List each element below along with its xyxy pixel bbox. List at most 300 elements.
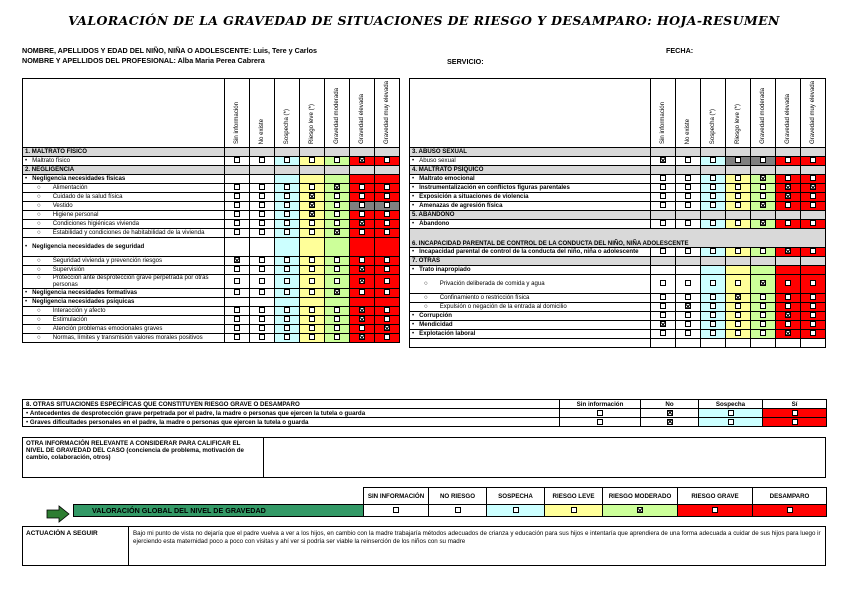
checkbox[interactable] xyxy=(760,330,766,336)
checkbox[interactable] xyxy=(760,321,766,327)
checkbox[interactable] xyxy=(660,280,666,286)
checkbox[interactable] xyxy=(760,294,766,300)
sub-item xyxy=(37,258,222,265)
checkbox[interactable] xyxy=(384,307,390,313)
checkbox[interactable] xyxy=(234,193,240,199)
table-row xyxy=(23,257,400,266)
column-header-label: Gravedad moderada xyxy=(332,88,340,144)
check-cell xyxy=(375,275,400,289)
checkbox[interactable] xyxy=(384,193,390,199)
checkbox[interactable] xyxy=(359,334,365,340)
checkbox[interactable] xyxy=(785,202,791,208)
check-cell xyxy=(701,193,726,202)
checkbox[interactable] xyxy=(735,312,741,318)
check-cell xyxy=(325,229,350,238)
check-cell xyxy=(300,257,325,266)
checkbox[interactable] xyxy=(284,157,290,163)
check-cell xyxy=(225,316,250,325)
check-cell xyxy=(275,275,300,289)
checkbox[interactable] xyxy=(309,257,315,263)
checkbox[interactable] xyxy=(359,202,365,208)
checkbox[interactable] xyxy=(710,330,716,336)
checkbox[interactable] xyxy=(259,266,265,272)
check-cell xyxy=(350,166,375,175)
checkbox[interactable] xyxy=(334,202,340,208)
checkbox[interactable] xyxy=(334,289,340,295)
checkbox[interactable] xyxy=(735,157,741,163)
checkbox[interactable] xyxy=(234,220,240,226)
checkbox[interactable] xyxy=(234,202,240,208)
checkbox[interactable] xyxy=(571,507,577,513)
checkbox[interactable] xyxy=(685,202,691,208)
checkbox[interactable] xyxy=(760,220,766,226)
row-label xyxy=(23,238,225,257)
checkbox[interactable] xyxy=(685,321,691,327)
table-row xyxy=(23,175,400,184)
checkbox[interactable] xyxy=(334,316,340,322)
checkbox[interactable] xyxy=(309,193,315,199)
checkbox[interactable] xyxy=(810,184,816,190)
checkbox[interactable] xyxy=(735,202,741,208)
checkbox[interactable] xyxy=(735,330,741,336)
checkbox[interactable] xyxy=(259,257,265,263)
checkbox[interactable] xyxy=(735,175,741,181)
checkbox[interactable] xyxy=(810,157,816,163)
bullet-icon: • xyxy=(412,265,415,273)
checkbox[interactable] xyxy=(284,257,290,263)
check-cell xyxy=(801,321,826,330)
checkbox[interactable] xyxy=(810,175,816,181)
check-cell xyxy=(678,505,753,517)
checkbox[interactable] xyxy=(810,248,816,254)
check-cell xyxy=(300,148,325,157)
bullet-item xyxy=(412,194,648,201)
checkbox[interactable] xyxy=(685,220,691,226)
check-cell xyxy=(275,289,300,298)
checkbox[interactable] xyxy=(597,410,603,416)
check-cell xyxy=(225,298,250,307)
checkbox[interactable] xyxy=(760,175,766,181)
checkbox[interactable] xyxy=(284,184,290,190)
check-cell xyxy=(801,211,826,220)
checkbox[interactable] xyxy=(259,193,265,199)
checkbox[interactable] xyxy=(234,257,240,263)
bullet-item xyxy=(25,299,222,306)
checkbox[interactable] xyxy=(660,294,666,300)
checkbox[interactable] xyxy=(309,316,315,322)
checkbox[interactable] xyxy=(234,334,240,340)
checkbox[interactable] xyxy=(760,248,766,254)
checkbox[interactable] xyxy=(384,220,390,226)
checkbox[interactable] xyxy=(785,312,791,318)
check-cell xyxy=(676,330,701,339)
checkbox[interactable] xyxy=(359,307,365,313)
checkbox[interactable] xyxy=(284,229,290,235)
checkbox[interactable] xyxy=(309,220,315,226)
check-cell xyxy=(375,334,400,343)
checkbox[interactable] xyxy=(359,278,365,284)
checkbox[interactable] xyxy=(735,294,741,300)
checkbox[interactable] xyxy=(384,202,390,208)
checkbox[interactable] xyxy=(384,266,390,272)
checkbox[interactable] xyxy=(787,507,793,513)
checkbox[interactable] xyxy=(259,334,265,340)
check-cell xyxy=(375,211,400,220)
checkbox[interactable] xyxy=(660,175,666,181)
checkbox[interactable] xyxy=(455,507,461,513)
checkbox[interactable] xyxy=(359,257,365,263)
checkbox[interactable] xyxy=(259,157,265,163)
checkbox[interactable] xyxy=(735,303,741,309)
sub-item xyxy=(37,221,222,228)
checkbox[interactable] xyxy=(284,266,290,272)
checkbox[interactable] xyxy=(234,316,240,322)
checkbox[interactable] xyxy=(384,334,390,340)
checkbox[interactable] xyxy=(259,211,265,217)
check-cell xyxy=(701,166,726,175)
checkbox[interactable] xyxy=(735,321,741,327)
check-cell xyxy=(325,211,350,220)
checkbox[interactable] xyxy=(309,289,315,295)
row-label xyxy=(410,321,651,330)
checkbox[interactable] xyxy=(384,257,390,263)
checkbox[interactable] xyxy=(685,294,691,300)
checkbox[interactable] xyxy=(710,157,716,163)
checkbox[interactable] xyxy=(309,211,315,217)
checkbox[interactable] xyxy=(334,307,340,313)
checkbox[interactable] xyxy=(384,157,390,163)
checkbox[interactable] xyxy=(785,184,791,190)
check-cell xyxy=(651,175,676,184)
row-label xyxy=(23,325,225,334)
check-cell xyxy=(676,211,701,220)
checkbox[interactable] xyxy=(259,307,265,313)
checkbox[interactable] xyxy=(785,193,791,199)
check-cell xyxy=(699,418,763,427)
check-cell xyxy=(325,325,350,334)
checkbox[interactable] xyxy=(810,303,816,309)
checkbox[interactable] xyxy=(710,175,716,181)
row-label-text: Alimentación xyxy=(52,183,88,191)
checkbox[interactable] xyxy=(760,280,766,286)
section-row xyxy=(410,257,826,266)
check-cell xyxy=(225,184,250,193)
checkbox[interactable] xyxy=(710,321,716,327)
checkbox[interactable] xyxy=(685,175,691,181)
circle-bullet-icon: ○ xyxy=(37,210,41,218)
checkbox[interactable] xyxy=(259,278,265,284)
checkbox[interactable] xyxy=(735,193,741,199)
header-row xyxy=(23,79,400,148)
check-cell xyxy=(651,184,676,193)
checkbox[interactable] xyxy=(359,211,365,217)
checkbox[interactable] xyxy=(660,303,666,309)
checkbox[interactable] xyxy=(660,202,666,208)
other-info-label: OTRA INFORMACIÓN RELEVANTE A CONSIDERAR PARA CALIFICAR EL NIVEL DE GRAVEDAD DEL CASO (conciencia de problema, motivación de cambio, colaboración, otros) xyxy=(23,438,264,477)
checkbox[interactable] xyxy=(309,278,315,284)
row-label-text: Expulsión o negación de la entrada al domicilio xyxy=(439,302,567,310)
checkbox[interactable] xyxy=(735,220,741,226)
check-cell xyxy=(375,325,400,334)
sub-item xyxy=(37,317,222,324)
checkbox[interactable] xyxy=(785,175,791,181)
checkbox[interactable] xyxy=(259,325,265,331)
checkbox[interactable] xyxy=(810,321,816,327)
checkbox[interactable] xyxy=(710,202,716,208)
checkbox[interactable] xyxy=(284,334,290,340)
checkbox[interactable] xyxy=(660,330,666,336)
checkbox[interactable] xyxy=(660,220,666,226)
bullet-icon: • xyxy=(412,219,415,227)
table-row xyxy=(23,307,400,316)
checkbox[interactable] xyxy=(234,157,240,163)
column-header xyxy=(726,79,751,148)
checkbox[interactable] xyxy=(728,419,734,425)
checkbox[interactable] xyxy=(259,220,265,226)
checkbox[interactable] xyxy=(284,325,290,331)
checkbox[interactable] xyxy=(685,312,691,318)
table-row xyxy=(23,157,400,166)
checkbox[interactable] xyxy=(710,294,716,300)
checkbox[interactable] xyxy=(785,248,791,254)
check-cell xyxy=(751,211,776,220)
checkbox[interactable] xyxy=(513,507,519,513)
check-cell xyxy=(701,321,726,330)
table-row xyxy=(410,339,826,348)
check-cell xyxy=(801,312,826,321)
check-cell xyxy=(651,211,676,220)
check-cell xyxy=(250,175,275,184)
checkbox[interactable] xyxy=(334,157,340,163)
global-col-header: NO RIESGO xyxy=(429,488,487,505)
checkbox[interactable] xyxy=(334,220,340,226)
checkbox[interactable] xyxy=(309,229,315,235)
checkbox[interactable] xyxy=(760,202,766,208)
checkbox[interactable] xyxy=(334,266,340,272)
checkbox[interactable] xyxy=(393,507,399,513)
checkbox[interactable] xyxy=(284,289,290,295)
checkbox[interactable] xyxy=(334,278,340,284)
checkbox[interactable] xyxy=(284,193,290,199)
checkbox[interactable] xyxy=(384,229,390,235)
check-cell xyxy=(225,289,250,298)
checkbox[interactable] xyxy=(760,303,766,309)
check-cell xyxy=(726,339,751,348)
checkbox[interactable] xyxy=(810,280,816,286)
checkbox[interactable] xyxy=(359,316,365,322)
checkbox[interactable] xyxy=(667,410,673,416)
checkbox[interactable] xyxy=(234,289,240,295)
checkbox[interactable] xyxy=(710,303,716,309)
check-cell xyxy=(776,330,801,339)
row-label xyxy=(410,312,651,321)
checkbox[interactable] xyxy=(760,184,766,190)
checkbox[interactable] xyxy=(284,220,290,226)
check-cell xyxy=(350,334,375,343)
checkbox[interactable] xyxy=(760,193,766,199)
checkbox[interactable] xyxy=(685,193,691,199)
checkbox[interactable] xyxy=(234,211,240,217)
checkbox[interactable] xyxy=(309,307,315,313)
checkbox[interactable] xyxy=(810,202,816,208)
checkbox[interactable] xyxy=(384,289,390,295)
checkbox[interactable] xyxy=(234,325,240,331)
row-label xyxy=(410,248,651,257)
header-blank xyxy=(23,79,225,148)
circle-bullet-icon: ○ xyxy=(37,274,41,281)
check-cell xyxy=(651,330,676,339)
checkbox[interactable] xyxy=(637,507,643,513)
checkbox[interactable] xyxy=(785,280,791,286)
checkbox[interactable] xyxy=(259,289,265,295)
checkbox[interactable] xyxy=(785,294,791,300)
row-label xyxy=(410,193,651,202)
checkbox[interactable] xyxy=(384,211,390,217)
checkbox[interactable] xyxy=(234,307,240,313)
checkbox[interactable] xyxy=(685,248,691,254)
checkbox[interactable] xyxy=(309,266,315,272)
checkbox[interactable] xyxy=(728,410,734,416)
check-cell xyxy=(676,166,701,175)
checkbox[interactable] xyxy=(785,220,791,226)
checkbox[interactable] xyxy=(309,334,315,340)
checkbox[interactable] xyxy=(785,321,791,327)
checkbox[interactable] xyxy=(309,157,315,163)
checkbox[interactable] xyxy=(710,184,716,190)
checkbox[interactable] xyxy=(359,325,365,331)
checkbox[interactable] xyxy=(760,312,766,318)
checkbox[interactable] xyxy=(712,507,718,513)
checkbox[interactable] xyxy=(735,184,741,190)
checkbox[interactable] xyxy=(792,410,798,416)
checkbox[interactable] xyxy=(284,307,290,313)
checkbox[interactable] xyxy=(284,202,290,208)
checkbox[interactable] xyxy=(309,325,315,331)
check-cell xyxy=(325,220,350,229)
checkbox[interactable] xyxy=(284,211,290,217)
section-row xyxy=(23,148,400,157)
checkbox[interactable] xyxy=(792,419,798,425)
checkbox[interactable] xyxy=(685,184,691,190)
checkbox[interactable] xyxy=(234,266,240,272)
checkbox[interactable] xyxy=(685,157,691,163)
checkbox[interactable] xyxy=(334,257,340,263)
checkbox[interactable] xyxy=(234,184,240,190)
checkbox[interactable] xyxy=(660,248,666,254)
check-cell xyxy=(676,275,701,294)
checkbox[interactable] xyxy=(735,280,741,286)
professional-name-line: NOMBRE Y APELLIDOS DEL PROFESIONAL: Alba Maria Perea Cabrera xyxy=(22,56,265,65)
checkbox[interactable] xyxy=(334,193,340,199)
bullet-item xyxy=(412,203,648,210)
checkbox[interactable] xyxy=(334,184,340,190)
bullet-icon: • xyxy=(25,156,28,164)
checkbox[interactable] xyxy=(810,294,816,300)
checkbox[interactable] xyxy=(710,193,716,199)
document-title: VALORACIÓN DE LA GRAVEDAD DE SITUACIONES DE RIESGO Y DESAMPARO: HOJA-RESUMEN xyxy=(68,13,780,28)
checkbox[interactable] xyxy=(259,316,265,322)
section-8-row xyxy=(23,409,827,418)
checkbox[interactable] xyxy=(309,202,315,208)
checkbox[interactable] xyxy=(685,303,691,309)
checkbox[interactable] xyxy=(384,316,390,322)
check-cell xyxy=(751,275,776,294)
global-label: VALORACIÓN GLOBAL DEL NIVEL DE GRAVEDAD xyxy=(74,505,364,517)
checkbox[interactable] xyxy=(710,248,716,254)
checkbox[interactable] xyxy=(309,184,315,190)
checkbox[interactable] xyxy=(735,248,741,254)
checkbox[interactable] xyxy=(785,330,791,336)
checkbox[interactable] xyxy=(359,157,365,163)
checkbox[interactable] xyxy=(710,220,716,226)
checkbox[interactable] xyxy=(284,278,290,284)
checkbox[interactable] xyxy=(660,312,666,318)
check-cell xyxy=(651,303,676,312)
checkbox[interactable] xyxy=(810,193,816,199)
checkbox[interactable] xyxy=(284,316,290,322)
checkbox[interactable] xyxy=(785,303,791,309)
checkbox[interactable] xyxy=(810,330,816,336)
check-cell xyxy=(651,220,676,229)
checkbox[interactable] xyxy=(597,419,603,425)
sub-item xyxy=(37,326,222,333)
checkbox[interactable] xyxy=(384,278,390,284)
checkbox[interactable] xyxy=(810,312,816,318)
checkbox[interactable] xyxy=(334,211,340,217)
check-cell xyxy=(801,184,826,193)
check-cell xyxy=(350,289,375,298)
checkbox[interactable] xyxy=(660,184,666,190)
checkbox[interactable] xyxy=(660,321,666,327)
row-label-text: Negligencia necesidades formativas xyxy=(32,288,138,296)
checkbox[interactable] xyxy=(760,157,766,163)
checkbox[interactable] xyxy=(259,229,265,235)
checkbox[interactable] xyxy=(685,330,691,336)
checkbox[interactable] xyxy=(334,229,340,235)
checkbox[interactable] xyxy=(259,202,265,208)
checkbox[interactable] xyxy=(359,220,365,226)
checkbox[interactable] xyxy=(234,229,240,235)
checkbox[interactable] xyxy=(667,419,673,425)
checkbox[interactable] xyxy=(384,325,390,331)
check-cell xyxy=(560,409,641,418)
check-cell xyxy=(776,312,801,321)
checkbox[interactable] xyxy=(259,184,265,190)
checkbox[interactable] xyxy=(785,157,791,163)
checkbox[interactable] xyxy=(710,312,716,318)
check-cell xyxy=(300,298,325,307)
checkbox[interactable] xyxy=(660,193,666,199)
checkbox[interactable] xyxy=(334,325,340,331)
checkbox[interactable] xyxy=(359,184,365,190)
checkbox[interactable] xyxy=(359,193,365,199)
checkbox[interactable] xyxy=(359,229,365,235)
checkbox[interactable] xyxy=(810,220,816,226)
checkbox[interactable] xyxy=(710,280,716,286)
check-cell xyxy=(801,202,826,211)
checkbox[interactable] xyxy=(384,184,390,190)
row-label xyxy=(410,330,651,339)
checkbox[interactable] xyxy=(660,157,666,163)
checkbox[interactable] xyxy=(334,334,340,340)
checkbox[interactable] xyxy=(685,280,691,286)
checkbox[interactable] xyxy=(234,278,240,284)
column-header-label: Sospecha (*) xyxy=(708,108,716,144)
checkbox[interactable] xyxy=(359,266,365,272)
checkbox[interactable] xyxy=(359,289,365,295)
sub-item xyxy=(37,335,222,342)
check-cell xyxy=(776,321,801,330)
